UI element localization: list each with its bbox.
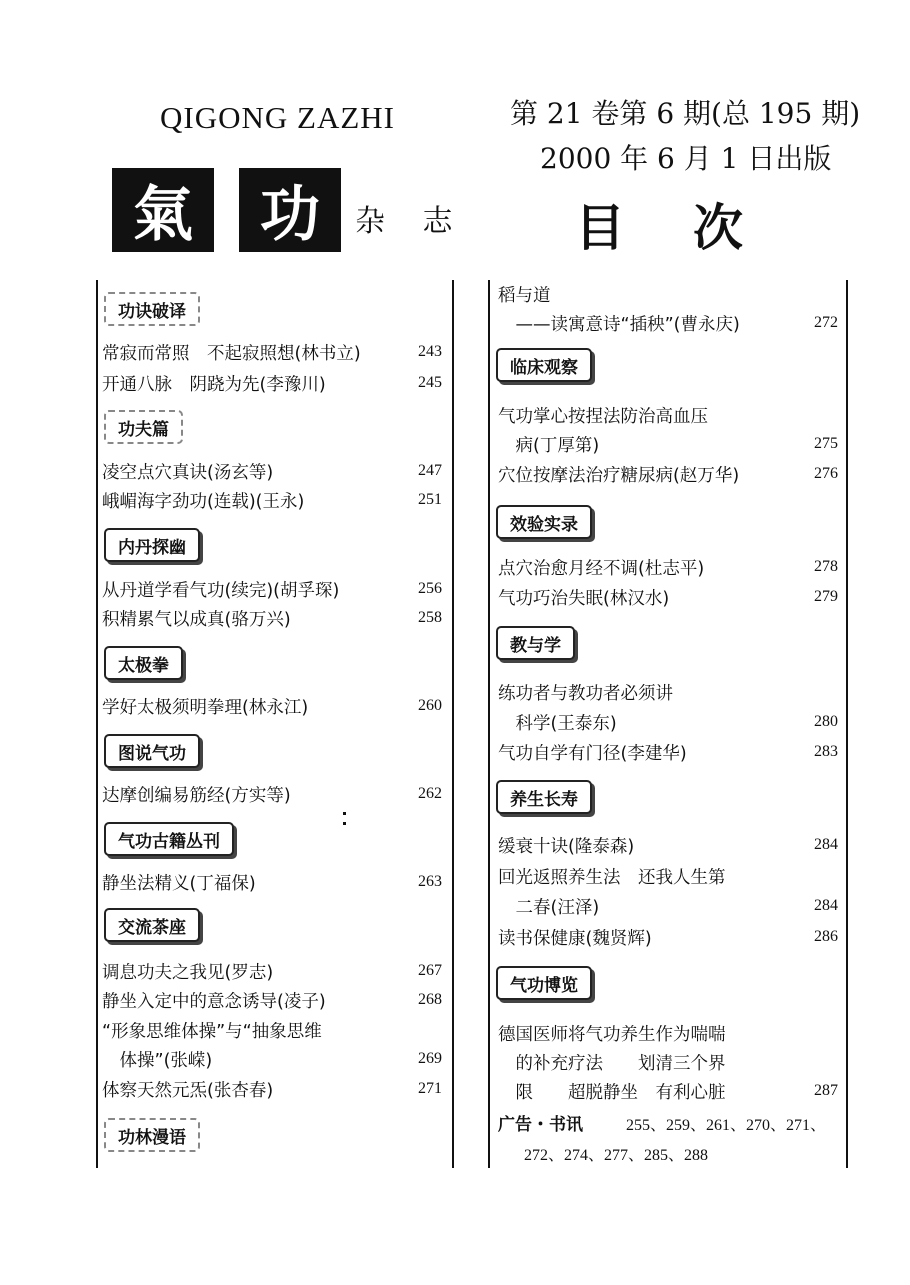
toc-entry[interactable]: 气功巧治失眠(林汉水) (498, 589, 670, 609)
toc-page: 268 (418, 991, 442, 1008)
section-header: 气功古籍丛刊 (104, 822, 234, 856)
toc-entry-continued[interactable]: ——读寓意诗“插秧”(曹永庆) (498, 315, 740, 335)
toc-page: 271 (418, 1080, 442, 1097)
middle-rule-left (452, 280, 454, 1168)
toc-page: 286 (814, 928, 838, 945)
section-header: 临床观察 (496, 348, 592, 382)
section-header: 效验实录 (496, 505, 592, 539)
middle-rule-right (488, 280, 490, 1168)
toc-entry[interactable]: 凌空点穴真诀(汤玄等) (102, 463, 274, 483)
toc-entry[interactable]: 峨嵋海字劲功(连载)(王永) (102, 492, 305, 512)
toc-entry-continued[interactable]: 科学(王泰东) (498, 714, 617, 734)
toc-entry[interactable]: 从丹道学看气功(续完)(胡孚琛) (102, 581, 340, 601)
toc-entry[interactable]: 调息功夫之我见(罗志) (102, 963, 274, 983)
toc-entry[interactable]: 气功掌心按捏法防治高血压 (498, 407, 708, 427)
section-header: 功夫篇 (104, 410, 183, 444)
toc-page: 247 (418, 462, 442, 479)
toc-entry-continued[interactable]: 二春(汪泽) (498, 898, 600, 918)
toc-page: 258 (418, 609, 442, 626)
ads-label: 广告・书讯 (498, 1115, 583, 1135)
toc-page: 256 (418, 580, 442, 597)
section-header: 气功博览 (496, 966, 592, 1000)
toc-entry[interactable]: 缓衰十诀(隆泰森) (498, 837, 635, 857)
toc-entry[interactable]: 静坐入定中的意念诱导(凌子) (102, 992, 326, 1012)
toc-entry[interactable]: 点穴治愈月经不调(杜志平) (498, 559, 705, 579)
ads-pages-line-2: 272、274、277、285、288 (524, 1147, 709, 1164)
toc-page: 284 (814, 836, 838, 853)
section-header: 图说气功 (104, 734, 200, 768)
toc-page: 260 (418, 697, 442, 714)
toc-entry-continued[interactable]: 限 超脱静坐 有利心脏 (498, 1083, 726, 1103)
right-column-rule (846, 280, 848, 1168)
toc-entry[interactable]: 德国医师将气功养生作为喘喘 (498, 1025, 726, 1045)
toc-page: 251 (418, 491, 442, 508)
toc-page: 287 (814, 1082, 838, 1099)
toc-page: 280 (814, 713, 838, 730)
section-header: 教与学 (496, 626, 575, 660)
toc-page: 275 (814, 435, 838, 452)
logo-gong-char: 功 (239, 168, 341, 252)
toc-entry[interactable]: 达摩创编易筋经(方实等) (102, 786, 291, 806)
section-header: 内丹探幽 (104, 528, 200, 562)
toc-page: 243 (418, 343, 442, 360)
stray-dot (343, 822, 346, 825)
toc-page: 263 (418, 873, 442, 890)
section-header: 太极拳 (104, 646, 183, 680)
toc-entry-continued[interactable]: 病(丁厚第) (498, 436, 600, 456)
toc-page: 245 (418, 374, 442, 391)
toc-page: 269 (418, 1050, 442, 1067)
toc-entry-continued[interactable]: 的补充疗法 划清三个界 (498, 1054, 726, 1074)
toc-entry-continued[interactable]: 体操”(张嵘) (102, 1051, 213, 1071)
left-column-rule (96, 280, 98, 1168)
toc-page: 276 (814, 465, 838, 482)
section-header: 交流茶座 (104, 908, 200, 942)
publish-date: 2000 年 6 月 1 日出版 (540, 142, 832, 175)
toc-entry[interactable]: 回光返照养生法 还我人生第 (498, 868, 726, 888)
toc-entry[interactable]: 常寂而常照 不起寂照想(林书立) (102, 344, 361, 364)
toc-entry[interactable]: 学好太极须明拳理(林永江) (102, 698, 309, 718)
toc-entry[interactable]: 静坐法精义(丁福保) (102, 874, 256, 894)
toc-entry[interactable]: 穴位按摩法治疗糖尿病(赵万华) (498, 466, 740, 486)
toc-entry[interactable]: 积精累气以成真(骆万兴) (102, 610, 291, 630)
toc-entry[interactable]: 读书保健康(魏贤辉) (498, 929, 652, 949)
toc-entry[interactable]: 体察天然元炁(张杏春) (102, 1081, 274, 1101)
contents-title: 目次 (575, 199, 811, 257)
toc-page: 279 (814, 588, 838, 605)
toc-entry[interactable]: 开通八脉 阴跷为先(李豫川) (102, 375, 326, 395)
toc-entry[interactable]: 气功自学有门径(李建华) (498, 744, 687, 764)
stray-dot (343, 812, 346, 815)
volume-issue: 第 21 卷第 6 期(总 195 期) (510, 97, 861, 130)
toc-entry[interactable]: 练功者与教功者必须讲 (498, 684, 673, 704)
section-header: 养生长寿 (496, 780, 592, 814)
ads-pages-line-1: 255、259、261、270、271、 (626, 1117, 827, 1134)
section-header: 功诀破译 (104, 292, 200, 326)
toc-entry[interactable]: “形象思维体操”与“抽象思维 (102, 1022, 322, 1042)
zazhi-label: 杂 志 (355, 204, 467, 239)
toc-page: 284 (814, 897, 838, 914)
toc-page: 278 (814, 558, 838, 575)
section-header: 功林漫语 (104, 1118, 200, 1152)
toc-entry[interactable]: 稻与道 (498, 286, 551, 306)
toc-page: 272 (814, 314, 838, 331)
toc-page: 262 (418, 785, 442, 802)
toc-page: 283 (814, 743, 838, 760)
toc-page: 267 (418, 962, 442, 979)
logo-qi-char: 氣 (112, 168, 214, 252)
latin-title: QIGONG ZAZHI (160, 100, 395, 135)
